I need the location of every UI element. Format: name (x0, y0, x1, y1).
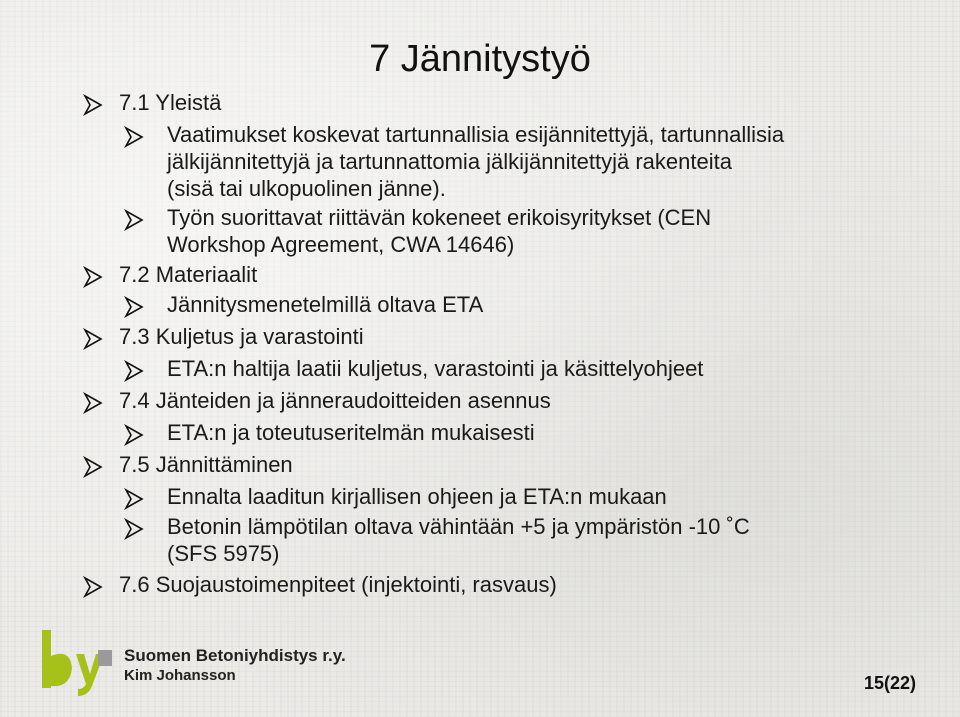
section-heading: 7.3 Kuljetus ja varastointi (119, 324, 364, 349)
section-heading: 7.2 Materiaalit (119, 262, 258, 287)
arrow-bullet-icon (83, 266, 103, 288)
arrow-bullet-icon (124, 424, 144, 446)
bullet-text: Työn suorittavat riittävän kokeneet erikoisyritykset (CEN (167, 205, 712, 230)
logo-gray-block (98, 650, 112, 666)
section-heading: 7.5 Jännittäminen (119, 452, 293, 477)
section-heading: 7.6 Suojaustoimenpiteet (injektointi, rasvaus) (119, 572, 557, 597)
bullet-text: ETA:n haltija laatii kuljetus, varastointi ja käsittelyohjeet (167, 356, 704, 381)
bullet-text: (sisä tai ulkopuolinen jänne). (167, 176, 446, 201)
bullet-text: jälkijännitettyjä ja tartunnattomia jälkijännitettyjä rakenteita (167, 149, 732, 174)
arrow-bullet-icon (83, 576, 103, 598)
bullet-text: Workshop Agreement, CWA 14646) (167, 232, 515, 257)
arrow-bullet-icon (83, 456, 103, 478)
bullet-text: Jännitysmenetelmillä oltava ETA (167, 292, 484, 317)
by-logo (38, 628, 118, 700)
logo-letter-b-stem (42, 630, 51, 688)
arrow-bullet-icon (124, 360, 144, 382)
bullet-text: Vaatimukset koskevat tartunnallisia esijännitettyjä, tartunnallisia (167, 122, 785, 147)
section-heading: 7.4 Jänteiden ja jänneraudoitteiden asennus (119, 388, 551, 413)
arrow-bullet-icon (124, 488, 144, 510)
arrow-bullet-icon (124, 209, 144, 231)
logo-letter-b-bowl (51, 654, 72, 686)
arrow-bullet-icon (83, 328, 103, 350)
arrow-bullet-icon (83, 94, 103, 116)
bullet-text: Ennalta laaditun kirjallisen ohjeen ja ETA:n mukaan (167, 484, 667, 509)
footer-author: Kim Johansson (124, 667, 236, 684)
bullet-text: (SFS 5975) (167, 541, 280, 566)
section-heading: 7.1 Yleistä (119, 90, 222, 115)
slide-title: 7 Jännitystyö (369, 38, 591, 80)
bullet-text: Betonin lämpötilan oltava vähintään +5 ja ympäristön -10 ˚C (167, 514, 750, 539)
arrow-bullet-icon (124, 296, 144, 318)
footer-organization: Suomen Betoniyhdistys r.y. (124, 646, 346, 665)
arrow-bullet-icon (124, 518, 144, 540)
arrow-bullet-icon (83, 392, 103, 414)
bullet-text: ETA:n ja toteutuseritelmän mukaisesti (167, 420, 535, 445)
arrow-bullet-icon (124, 126, 144, 148)
page-number: 15(22) (864, 673, 917, 693)
